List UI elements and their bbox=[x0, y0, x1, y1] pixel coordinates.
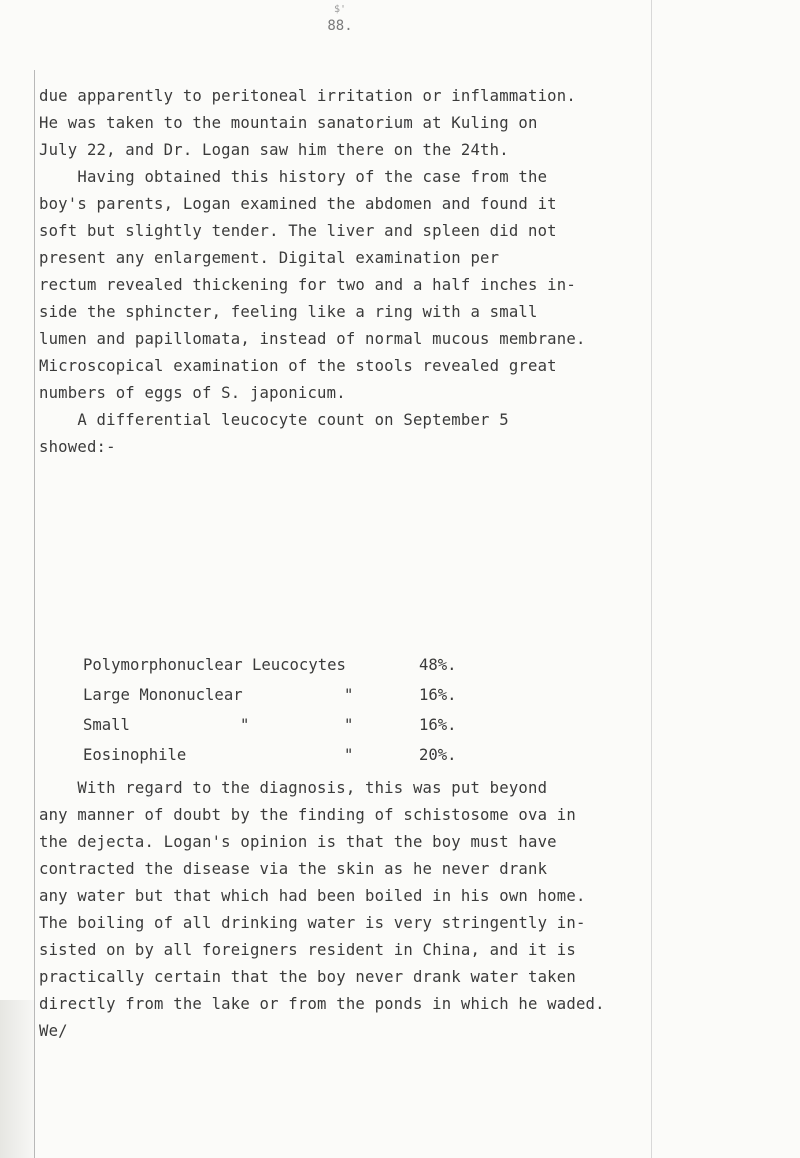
catchword: We/ bbox=[39, 1022, 68, 1040]
cell-ditto: " bbox=[344, 746, 354, 764]
cell-value: 16%. bbox=[419, 686, 457, 704]
cell-value: 16%. bbox=[419, 716, 457, 734]
cell-label: Small bbox=[83, 716, 130, 734]
left-margin-rule bbox=[34, 70, 35, 1158]
text-line: soft but slightly tender. The liver and spleen did not bbox=[39, 222, 557, 240]
page-number-block bbox=[320, 4, 360, 32]
text-line: any manner of doubt by the finding of schistosome ova in bbox=[39, 806, 576, 824]
text-line: the dejecta. Logan's opinion is that the boy must have bbox=[39, 833, 557, 851]
text-line: A differential leucocyte count on September 5 bbox=[39, 411, 509, 429]
table-row bbox=[39, 710, 659, 740]
text-line: boy's parents, Logan examined the abdomen and found it bbox=[39, 195, 557, 213]
text-line: lumen and papillomata, instead of normal mucous membrane. bbox=[39, 330, 586, 348]
text-line: showed:- bbox=[39, 438, 116, 456]
text-line: With regard to the diagnosis, this was put beyond bbox=[39, 779, 548, 797]
scan-shadow bbox=[0, 1000, 34, 1158]
cell-label: Eosinophile bbox=[83, 746, 187, 764]
cell-ditto: " bbox=[240, 716, 250, 734]
text-line: rectum revealed thickening for two and a half inches in- bbox=[39, 276, 576, 294]
text-line: The boiling of all drinking water is very stringently in- bbox=[39, 914, 586, 932]
text-line: practically certain that the boy never drank water taken bbox=[39, 968, 576, 986]
text-line: directly from the lake or from the ponds in which he waded. bbox=[39, 995, 605, 1013]
page-mark: $' bbox=[333, 4, 347, 15]
text-line: July 22, and Dr. Logan saw him there on the 24th. bbox=[39, 141, 509, 159]
text-line: present any enlargement. Digital examination per bbox=[39, 249, 500, 267]
cell-value: 48%. bbox=[419, 656, 457, 674]
page-number: 88. bbox=[327, 18, 353, 34]
body-text-bottom bbox=[39, 775, 659, 1045]
text-line: contracted the disease via the skin as he never drank bbox=[39, 860, 548, 878]
cell-value: 20%. bbox=[419, 746, 457, 764]
cell-label: Polymorphonuclear Leucocytes bbox=[83, 656, 346, 674]
table-row bbox=[39, 680, 659, 710]
text-line: Microscopical examination of the stools revealed great bbox=[39, 357, 557, 375]
cell-ditto: " bbox=[344, 686, 354, 704]
text-line: sisted on by all foreigners resident in China, and it is bbox=[39, 941, 576, 959]
text-line: side the sphincter, feeling like a ring with a small bbox=[39, 303, 538, 321]
leucocyte-count-table bbox=[39, 650, 659, 770]
text-line: any water but that which had been boiled in his own home. bbox=[39, 887, 586, 905]
text-line: He was taken to the mountain sanatorium at Kuling on bbox=[39, 114, 538, 132]
cell-ditto: " bbox=[344, 716, 354, 734]
table-row bbox=[39, 650, 659, 680]
text-line: numbers of eggs of S. japonicum. bbox=[39, 384, 346, 402]
text-line: due apparently to peritoneal irritation or inflammation. bbox=[39, 87, 576, 105]
cell-label: Large Mononuclear bbox=[83, 686, 243, 704]
body-text-top bbox=[39, 83, 659, 461]
table-row bbox=[39, 740, 659, 770]
text-line: Having obtained this history of the case from the bbox=[39, 168, 548, 186]
